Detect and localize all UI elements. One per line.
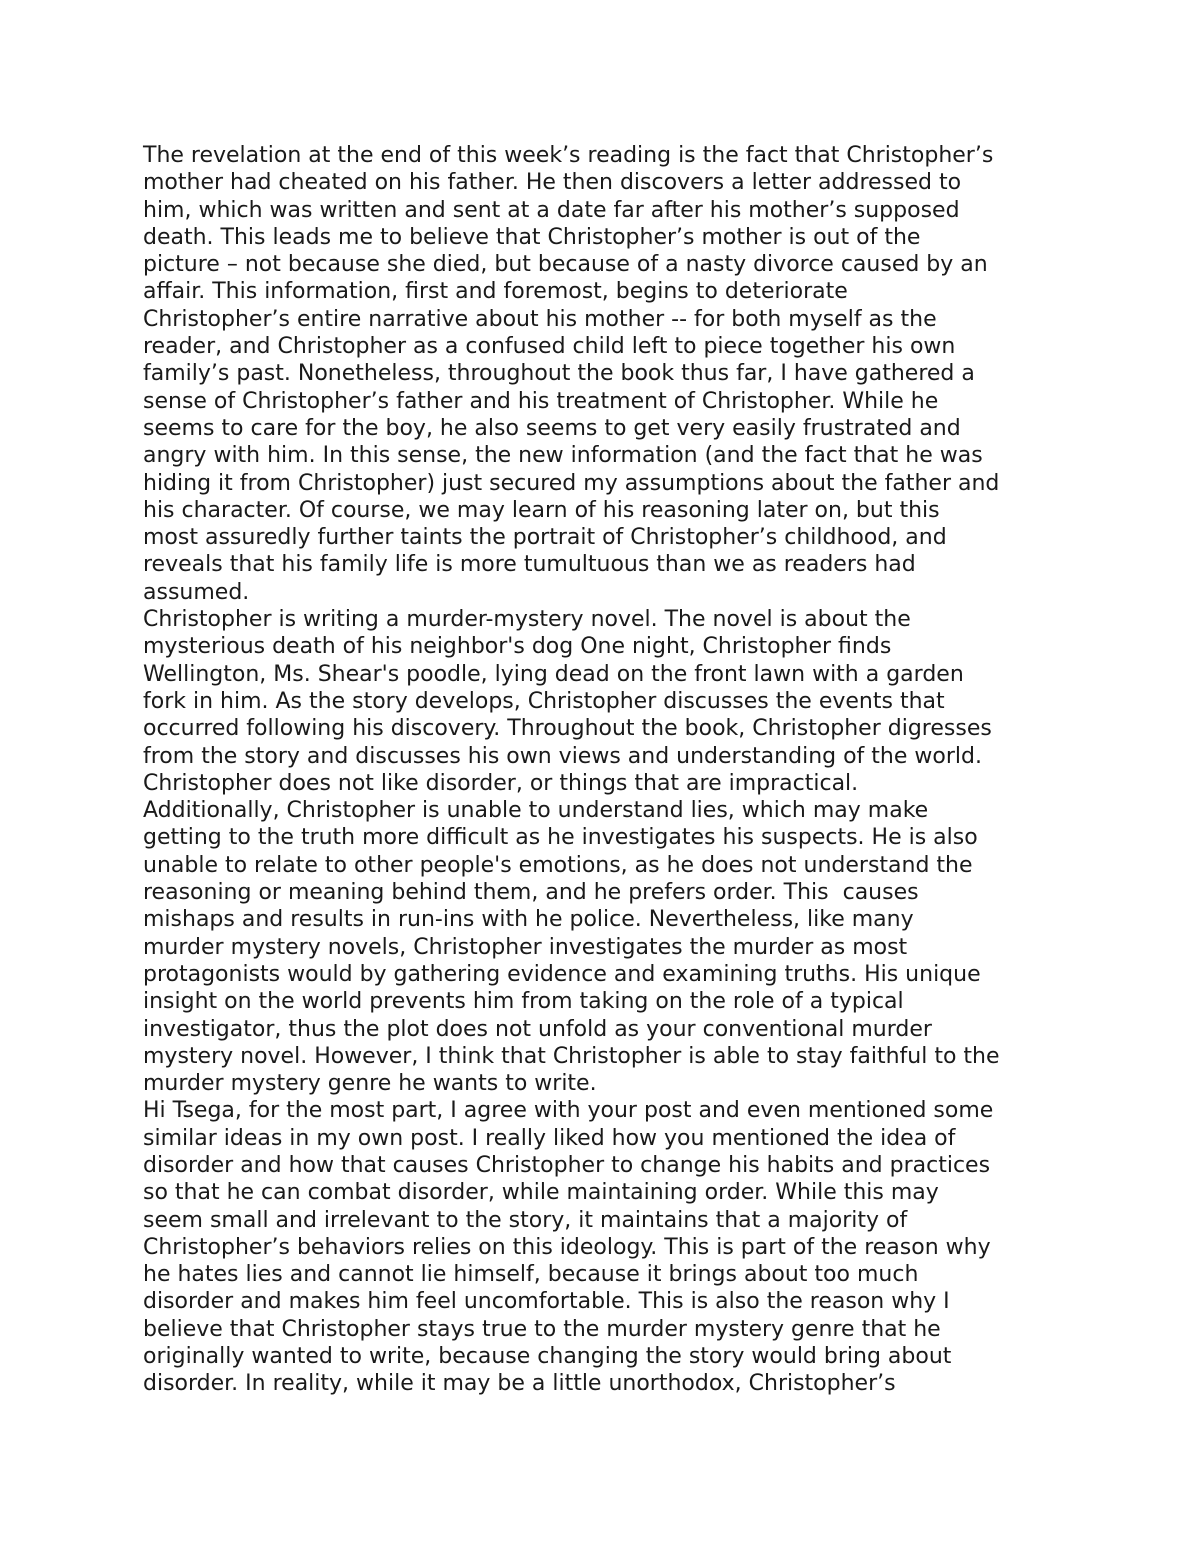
text-line: Wellington, Ms. Shear's poodle, lying dead on the front lawn with a garden xyxy=(143,661,964,687)
text-line: affair. This information, first and foremost, begins to deteriorate xyxy=(143,279,848,305)
text-line: he hates lies and cannot lie himself, because it brings about too much xyxy=(143,1262,919,1288)
text-line: assumed. xyxy=(143,579,250,605)
paragraph-3 xyxy=(143,1097,1073,1397)
document-body xyxy=(143,142,1073,1398)
text-line: mishaps and results in run-ins with he police. Nevertheless, like many xyxy=(143,907,914,933)
text-line: Christopher does not like disorder, or things that are impractical. xyxy=(143,770,859,796)
text-line: Additionally, Christopher is unable to understand lies, which may make xyxy=(143,798,929,824)
text-line: seem small and irrelevant to the story, it maintains that a majority of xyxy=(143,1207,908,1233)
text-line: disorder and how that causes Christopher to change his habits and practices xyxy=(143,1152,991,1178)
text-line: originally wanted to write, because changing the story would bring about xyxy=(143,1344,952,1370)
text-line: disorder. In reality, while it may be a little unorthodox, Christopher’s xyxy=(143,1371,896,1397)
text-line: reader, and Christopher as a confused child left to piece together his own xyxy=(143,334,956,360)
text-line: investigator, thus the plot does not unfold as your conventional murder xyxy=(143,1016,932,1042)
text-line: sense of Christopher’s father and his treatment of Christopher. While he xyxy=(143,388,939,414)
text-line: angry with him. In this sense, the new information (and the fact that he was xyxy=(143,443,983,469)
text-line: fork in him. As the story develops, Christopher discusses the events that xyxy=(143,688,945,714)
text-line: mystery novel. However, I think that Christopher is able to stay faithful to the xyxy=(143,1043,1000,1069)
text-line: murder mystery genre he wants to write. xyxy=(143,1071,597,1097)
text-line: getting to the truth more difficult as he investigates his suspects. He is also xyxy=(143,825,978,851)
text-line: most assuredly further taints the portrait of Christopher’s childhood, and xyxy=(143,525,947,551)
text-line: Christopher is writing a murder-mystery novel. The novel is about the xyxy=(143,607,911,633)
paragraph-1 xyxy=(143,142,1073,606)
text-line: so that he can combat disorder, while maintaining order. While this may xyxy=(143,1180,939,1206)
text-line: Hi Tsega, for the most part, I agree with your post and even mentioned some xyxy=(143,1098,994,1124)
text-line: similar ideas in my own post. I really liked how you mentioned the idea of xyxy=(143,1125,956,1151)
text-line: family’s past. Nonetheless, throughout the book thus far, I have gathered a xyxy=(143,361,975,387)
text-line: mysterious death of his neighbor's dog One night, Christopher finds xyxy=(143,634,892,660)
text-line: murder mystery novels, Christopher investigates the murder as most xyxy=(143,934,908,960)
text-line: from the story and discusses his own views and understanding of the world. xyxy=(143,743,982,769)
text-line: unable to relate to other people's emotions, as he does not understand the xyxy=(143,852,973,878)
text-line: disorder and makes him feel uncomfortable. This is also the reason why I xyxy=(143,1289,950,1315)
text-line: reveals that his family life is more tumultuous than we as readers had xyxy=(143,552,916,578)
text-line: insight on the world prevents him from taking on the role of a typical xyxy=(143,989,904,1015)
text-line: death. This leads me to believe that Christopher’s mother is out of the xyxy=(143,224,921,250)
text-line: believe that Christopher stays true to the murder mystery genre that he xyxy=(143,1316,941,1342)
text-line: The revelation at the end of this week’s reading is the fact that Christopher’s xyxy=(143,143,994,168)
text-line: him, which was written and sent at a date far after his mother’s supposed xyxy=(143,197,960,223)
text-line: occurred following his discovery. Throughout the book, Christopher digresses xyxy=(143,716,992,742)
text-line: seems to care for the boy, he also seems to get very easily frustrated and xyxy=(143,415,961,441)
paragraph-2 xyxy=(143,606,1073,1097)
text-line: picture – not because she died, but because of a nasty divorce caused by an xyxy=(143,252,988,278)
text-line: protagonists would by gathering evidence and examining truths. His unique xyxy=(143,961,981,987)
text-line: Christopher’s behaviors relies on this ideology. This is part of the reason why xyxy=(143,1234,991,1260)
text-line: mother had cheated on his father. He then discovers a letter addressed to xyxy=(143,170,962,196)
text-line: Christopher’s entire narrative about his mother -- for both myself as the xyxy=(143,306,937,332)
text-line: hiding it from Christopher) just secured my assumptions about the father and xyxy=(143,470,1000,496)
text-line: his character. Of course, we may learn of his reasoning later on, but this xyxy=(143,497,940,523)
text-line: reasoning or meaning behind them, and he prefers order. This causes xyxy=(143,880,919,906)
